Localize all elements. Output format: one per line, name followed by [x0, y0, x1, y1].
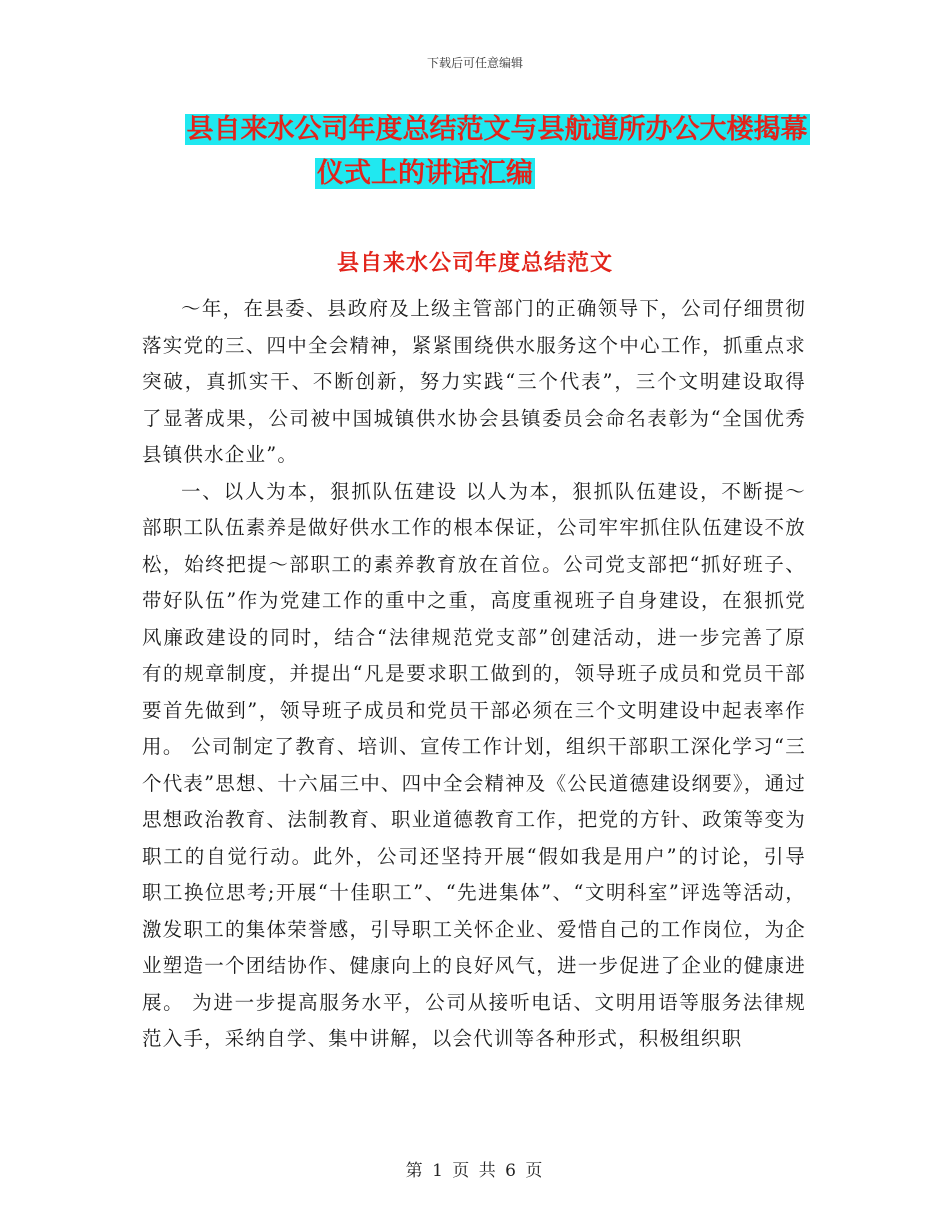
document-body [142, 291, 806, 1058]
document-title-text-2: 仪式上的讲话汇编 [317, 158, 533, 189]
document-title-text-1: 县自来水公司年度总结范文与县航道所办公大楼揭幕 [186, 114, 808, 145]
paragraph-2: 一、以人为本，狠抓队伍建设 以人为本，狠抓队伍建设，不断提～部职工队伍素养是做好供水工作的根本保证，公司牢牢抓住队伍建设不放松，始终把提～部职工的素养教育放在首位。公司党支部把“抓好班子、带好队伍”作为党建工作的重中之重，高度重视班子自身建设，在狠抓党风廉政建设的同时，结合“法律规范党支部”创建活动，进一步完善了原有的规章制度，并提出“凡是要求职工做到的，领导班子成员和党员干部要首先做到”，领导班子成员和党员干部必须在三个文明建设中起表率作用。 公司制定了教育、培训、宣传工作计划，组织干部职工深化学习“三个代表”思想、十六届三中、四中全会精神及《公民道德建设纲要》，通过思想政治教育、法制教育、职业道德教育工作，把党的方针、政策等变为职工的自觉行动。此外，公司还坚持开展“假如我是用户”的讨论，引导职工换位思考;开展“十佳职工”、“先进集体”、“文明科室”评选等活动，激发职工的集体荣誉感，引导职工关怀企业、爱惜自己的工作岗位，为企业塑造一个团结协作、健康向上的良好风气，进一步促进了企业的健康进展。 为进一步提高服务水平，公司从接听电话、文明用语等服务法律规范入手，采纳自学、集中讲解，以会代训等各种形式，积极组织职 [142, 479, 806, 1050]
document-title-line-2 [0, 152, 950, 196]
page-header-note: 下载后可任意编辑 [426, 56, 523, 70]
document-title-line-1 [22, 108, 950, 152]
page-footer: 第 1 页 共 6 页 [405, 1161, 545, 1181]
section-title: 县自来水公司年度总结范文 [336, 251, 613, 276]
paragraph-1: ～年，在县委、县政府及上级主管部门的正确领导下，公司仔细贯彻落实党的三、四中全会精神，紧紧围绕供水服务这个中心工作，抓重点求突破，真抓实干、不断创新，努力实践“三个代表”，三个文明建设取得了显著成果，公司被中国城镇供水协会县镇委员会命名表彰为“全国优秀县镇供水企业”。 [142, 297, 806, 466]
